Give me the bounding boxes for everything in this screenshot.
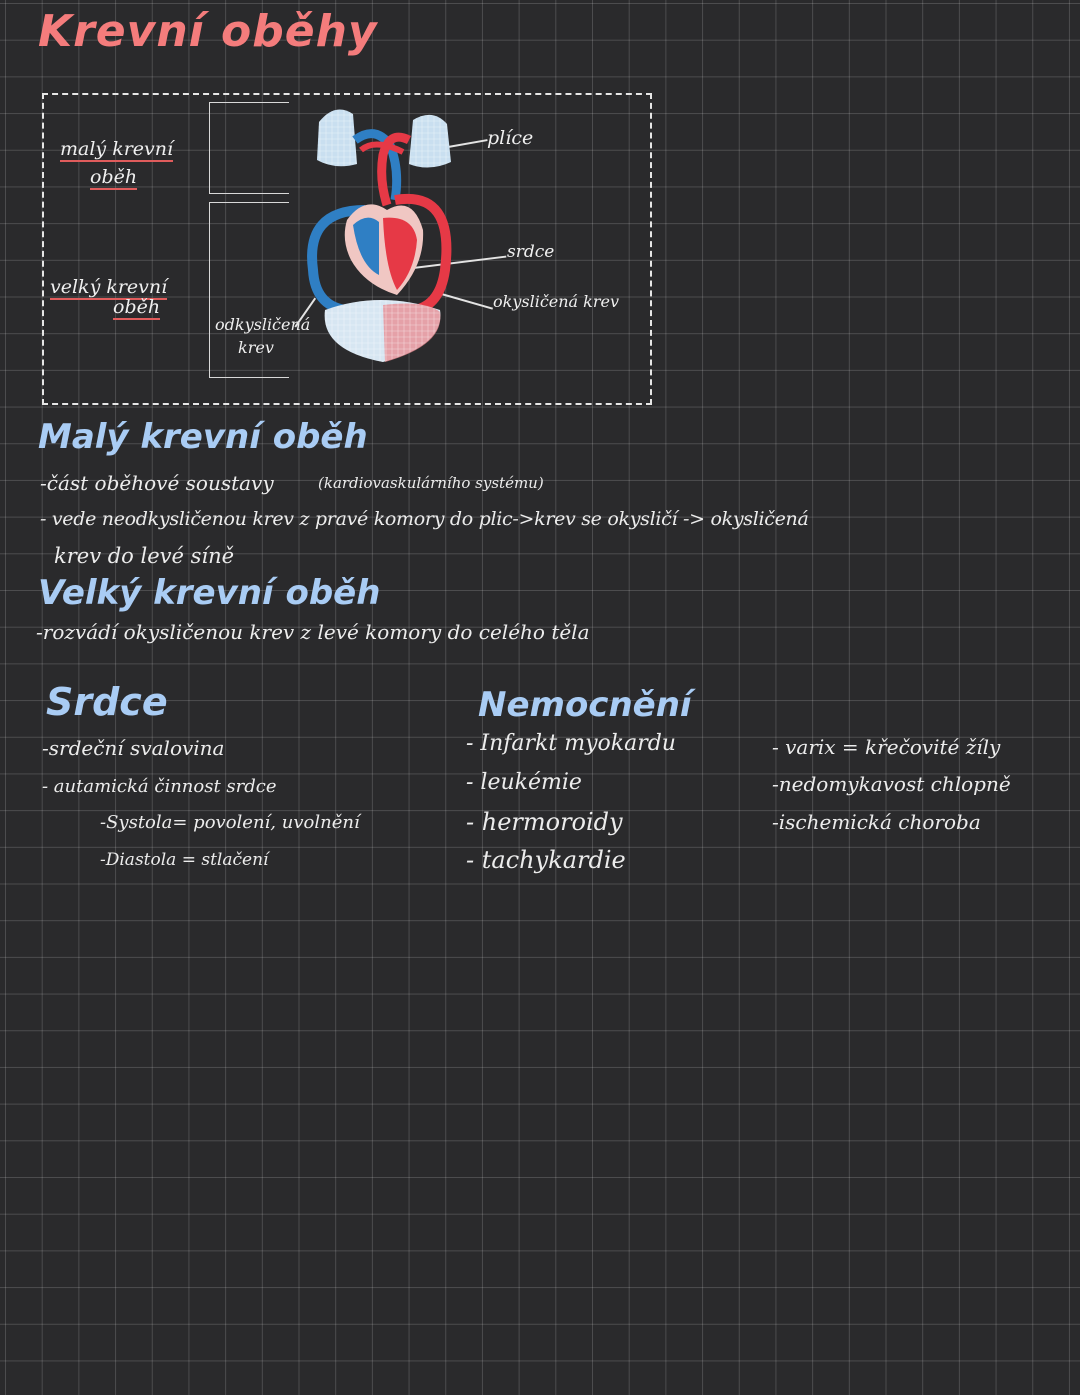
nemoci-col1-item-2: - leukémie [466, 770, 582, 795]
nemoci-col2-item-2: -nedomykavost chlopně [772, 772, 1011, 796]
maly-line-2: - vede neodkysličenou krev z pravé komory do plic->krev se okysličí -> okysličená [40, 508, 809, 530]
label-odkyslicena-line1: odkysličená [215, 315, 311, 334]
nemoci-col1-item-3: - hermoroidy [466, 808, 623, 836]
velky-line-1: -rozvádí okysličenou krev z levé komory do celého těla [36, 620, 590, 644]
nemoci-col2-item-1: - varix = křečovité žíly [772, 735, 1001, 759]
label-velky-line1: velký krevní [50, 276, 168, 298]
label-velky-line2: oběh [113, 296, 161, 318]
heading-srdce: Srdce [46, 680, 168, 724]
srdce-subitem-2: -Diastola = stlačení [100, 850, 269, 870]
label-maly-line2: oběh [90, 166, 138, 188]
bracket-maly [209, 102, 289, 194]
srdce-item-1: -srdeční svalovina [42, 736, 225, 760]
nemoci-col1-item-4: - tachykardie [466, 846, 626, 874]
maly-line-1-note: (kardiovaskulárního systému) [318, 474, 544, 492]
maly-line-3: krev do levé síně [54, 544, 235, 568]
label-plice: plíce [487, 127, 534, 149]
label-srdce: srdce [507, 242, 555, 262]
heading-nemocneni: Nemocnění [478, 685, 692, 725]
heart-circulation-illustration [305, 100, 455, 370]
page-title: Krevní oběhy [38, 6, 378, 57]
srdce-subitem-1: -Systola= povolení, uvolnění [100, 812, 360, 833]
nemoci-col1-item-1: - Infarkt myokardu [466, 731, 676, 756]
label-okyslicena: okysličená krev [493, 292, 620, 311]
nemoci-col2-item-3: -ischemická choroba [772, 810, 981, 834]
heading-velky-krevni-obeh: Velký krevní oběh [38, 573, 381, 613]
srdce-item-2: - autamická činnost srdce [42, 776, 277, 797]
label-maly-line1: malý krevní [60, 138, 174, 160]
maly-line-1: -část oběhové soustavy [40, 471, 274, 495]
heading-maly-krevni-obeh: Malý krevní oběh [38, 417, 368, 457]
label-odkyslicena-line2: krev [238, 338, 274, 357]
